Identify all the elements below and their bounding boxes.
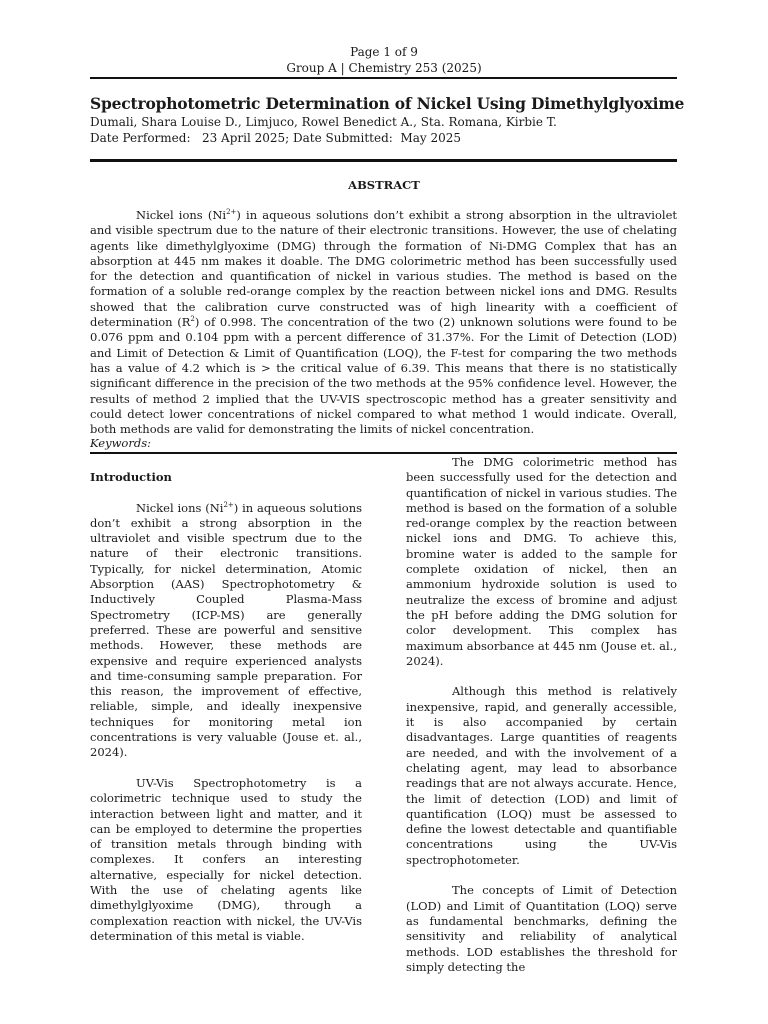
abstract-heading: ABSTRACT <box>348 178 420 192</box>
abstract-text: Nickel ions $(Ni^{2+})$ in aqueous solutions don’t exhibit a strong absorption in the ultraviolet and visible spectrum due to the nature of their electronic transitions. However, the use of chelating agents like dimethylglyoxime (DMG) through the formation of Ni-DMG Complex that has an absorption at 445 nm makes it doable. The DMG colorimetric method has been successfully used for the detection and quantification of nickel in various studies. The method is based on the formation of a soluble red-orange complex by the reaction between nickel ions and DMG. Results showed that the calibration curve constructed was of high linearity with a coefficient of determination $(R^2)$ of 0.998. The concentration of the two (2) unknown solutions were found to be 0.076 ppm and 0.104 ppm with a percent difference of 31.37%. For the Limit of Detection (LOD) and Limit of Detection & Limit of Quantification (LOQ), the F-test for comparing the two methods has a value of 4.2 which is > the critical value of 6.39. This means that there is no statistically significant difference in the precision of the two methods at the 95% confidence level. However, the results of method 2 implied that the UV-VIS spectroscopic method has a greater sensitivity and could detect lower concentrations of nickel compared to what method 1 would indicate. Overall, both methods are valid for demonstrating the limits of nickel concentration. <box>90 208 677 437</box>
right-paragraph-3: The concepts of Limit of Detection (LOD) and Limit of Quantitation (LOQ) serve as fundamental benchmarks, defining the sensitivity and reliability of analytical methods. LOD establishes the threshold for simply detecting the <box>406 883 677 974</box>
left-column <box>90 470 362 944</box>
right-column <box>406 455 677 975</box>
right-paragraph-2: Although this method is relatively inexpensive, rapid, and generally accessible, it is also accompanied by certain disadvantages. Large quantities of reagents are needed, and with the involvement of a chelating agent, may lead to absorbance readings that are not always accurate. Hence, the limit of detection (LOD) and limit of quantification (LOQ) must be assessed to define the lowest detectable and quantifiable concentrations using the UV-Vis spectrophotometer. <box>406 684 677 867</box>
paper-authors: Dumali, Shara Louise D., Limjuco, Rowel Benedict A., Sta. Romana, Kirbie T. <box>90 115 557 129</box>
right-paragraph-1: The DMG colorimetric method has been successfully used for the detection and quantification of nickel in various studies. The method is based on the formation of a soluble red-orange complex by the reaction between nickel ions and DMG. To achieve this, bromine water is added to the sample for complete oxidation of nickel, then an ammonium hydroxide solution is used to neutralize the excess of bromine and adjust the pH before adding the DMG solution for color development. This complex has maximum absorbance at 445 nm (Jouse et. al., 2024). <box>406 455 677 668</box>
intro-paragraph-1: Nickel ions $(Ni^{2+})$ in aqueous solutions don’t exhibit a strong absorption in the ultraviolet and visible spectrum due to the nature of their electronic transitions. Typically, for nickel determination, Atomic Absorption (AAS) Spectrophotometry & Inductively Coupled Plasma-Mass Spectrometry (ICP-MS) are generally preferred. These are powerful and sensitive methods. However, these methods are expensive and require experienced analysts and time-consuming sample preparation. For this reason, the improvement of effective, reliable, simple, and ideally inexpensive techniques for monitoring metal ion concentrations is very valuable (Jouse et. al., 2024). <box>90 500 362 760</box>
running-header: Group A | Chemistry 253 (2025) <box>286 61 482 75</box>
paper-dates: Date Performed: 23 April 2025; Date Submitted: May 2025 <box>90 131 462 145</box>
header-rule <box>90 77 677 79</box>
introduction-heading: Introduction <box>90 470 172 484</box>
title-rule <box>90 159 677 162</box>
keywords-rule <box>90 452 677 454</box>
intro-paragraph-2: UV-Vis Spectrophotometry is a colorimetric technique used to study the interaction between light and matter, and it can be employed to determine the properties of transition metals through binding with complexes. It confers an interesting alternative, especially for nickel detection. With the use of chelating agents like dimethylglyoxime (DMG), through a complexation reaction with nickel, the UV-Vis determination of this metal is viable. <box>90 775 362 943</box>
keywords-label: Keywords: <box>90 436 151 450</box>
page-number: Page 1 of 9 <box>350 45 418 59</box>
paper-title: Spectrophotometric Determination of Nickel Using Dimethylglyoxime <box>90 94 685 113</box>
